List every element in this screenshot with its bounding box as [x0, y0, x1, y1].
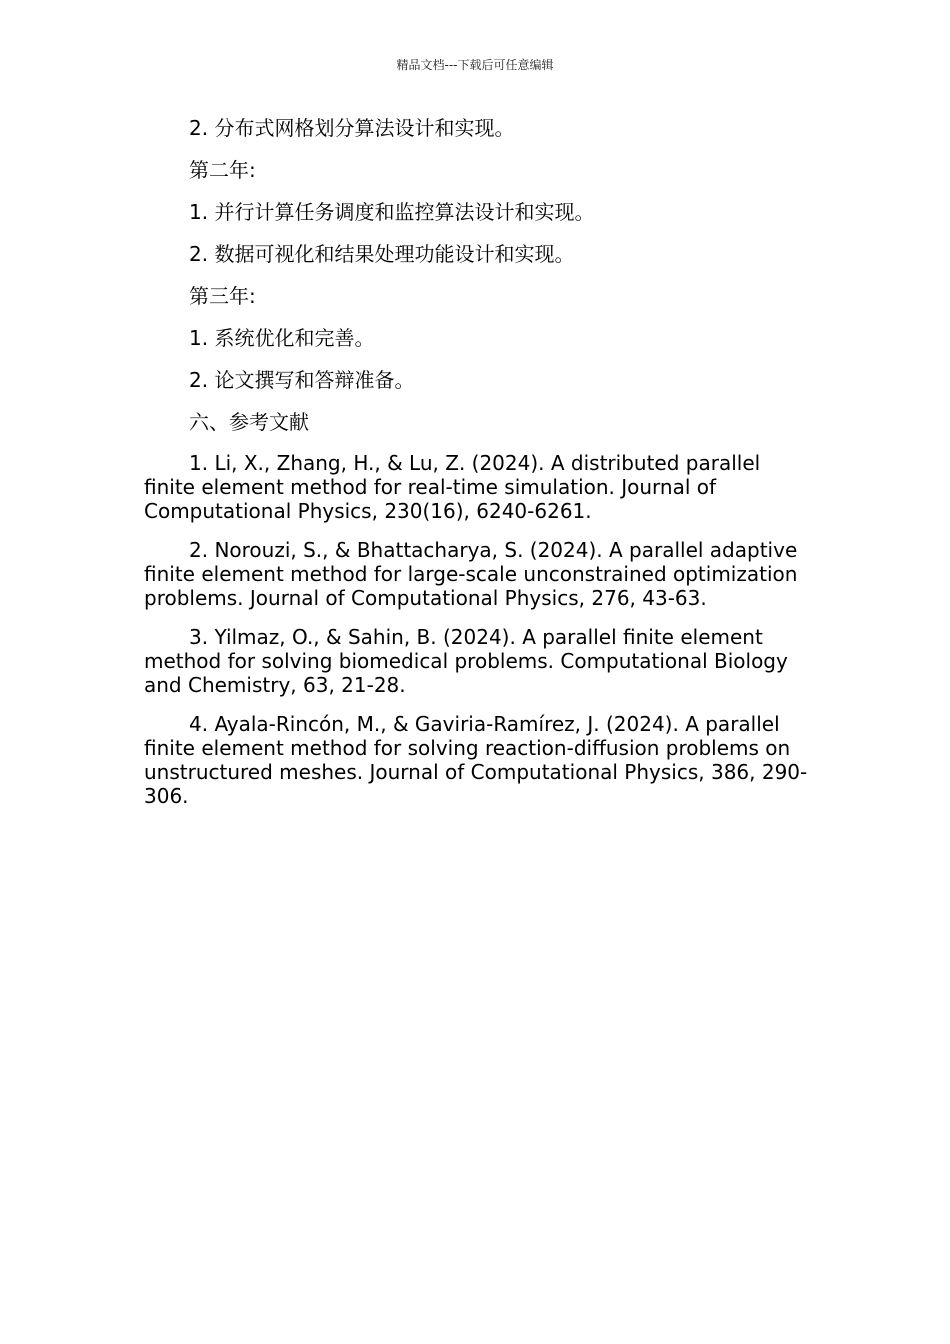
plan-item-year1-2: 2. 分布式网格划分算法设计和实现。: [189, 116, 515, 140]
year2-heading: 第二年:: [189, 158, 256, 182]
document-body: [144, 115, 809, 823]
plan-item-year3-1: 1. 系统优化和完善。: [189, 326, 375, 350]
reference-item: 3. Yilmaz, O., & Sahin, B. (2024). A parallel finite element method for solving biomedical problems. Computational Biology and Chemistry, 63, 21-28.: [144, 625, 788, 697]
reference-item: 4. Ayala-Rincón, M., & Gaviria-Ramírez, J. (2024). A parallel finite element method for solving reaction-diffusion problems on unstructured meshes. Journal of Computational Physics, 386, 290-306.: [144, 712, 808, 808]
references-heading: 六、参考文献: [189, 410, 309, 434]
year3-heading: 第三年:: [189, 284, 256, 308]
plan-item-year2-1: 1. 并行计算任务调度和监控算法设计和实现。: [189, 200, 595, 224]
reference-item: 1. Li, X., Zhang, H., & Lu, Z. (2024). A distributed parallel finite element method for real-time simulation. Journal of Computational Physics, 230(16), 6240-6261.: [144, 451, 761, 523]
plan-item-year2-2: 2. 数据可视化和结果处理功能设计和实现。: [189, 242, 575, 266]
reference-item: 2. Norouzi, S., & Bhattacharya, S. (2024). A parallel adaptive finite element method for large-scale unconstrained optimization problems. Journal of Computational Physics, 276, 43-63.: [144, 538, 798, 610]
plan-item-year3-2: 2. 论文撰写和答辩准备。: [189, 368, 415, 392]
page-header: 精品文档---下载后可任意编辑: [396, 58, 554, 72]
